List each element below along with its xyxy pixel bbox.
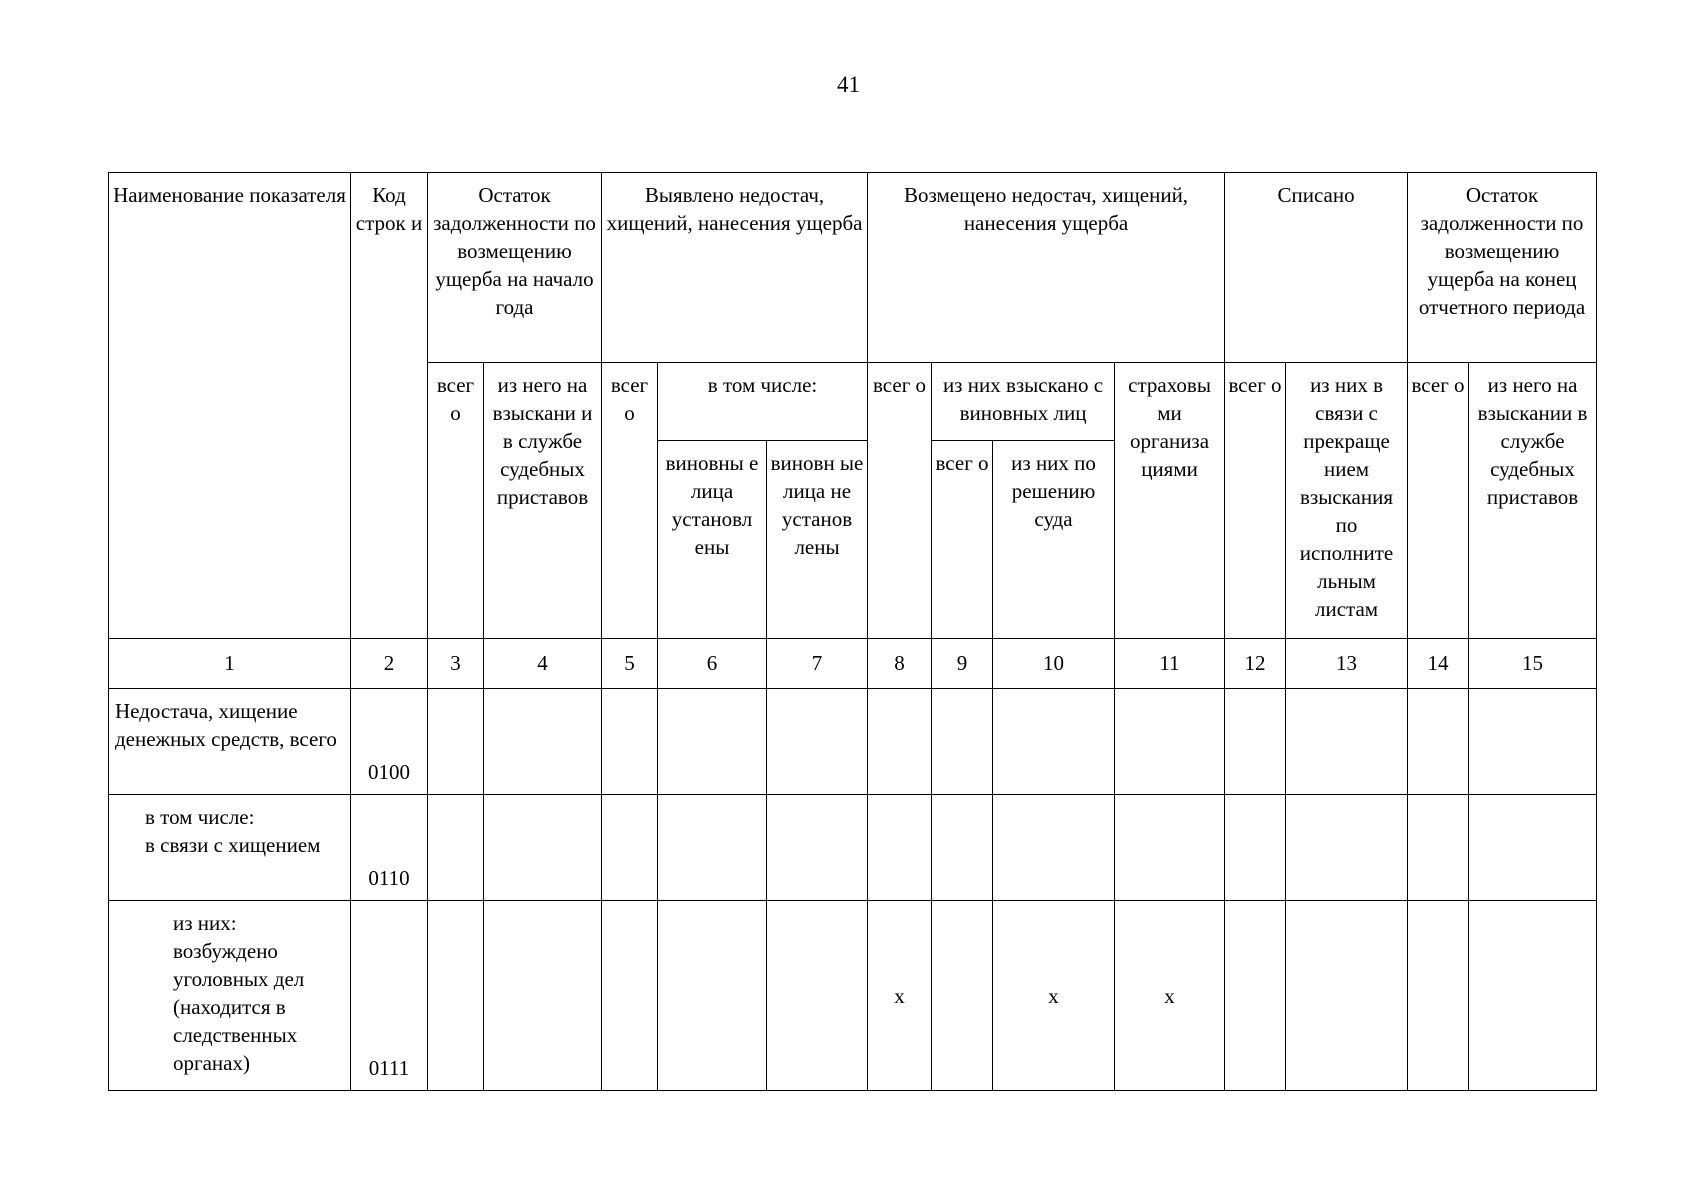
data-cell xyxy=(658,795,767,901)
header-col11-insurers: страховы ми организа циями xyxy=(1115,363,1225,639)
header-col14-total: всег о xyxy=(1408,363,1469,639)
row-code: 0100 xyxy=(351,689,428,795)
row-code: 0110 xyxy=(351,795,428,901)
data-cell xyxy=(1286,795,1408,901)
data-cell xyxy=(1408,689,1469,795)
data-cell xyxy=(1286,689,1408,795)
data-cell xyxy=(1115,795,1225,901)
data-cell xyxy=(932,795,993,901)
column-number: 1 xyxy=(109,639,351,689)
row-name: в связи с хищением xyxy=(145,833,321,857)
header-col4-bailiffs: из него на взыскани и в службе судебных приставов xyxy=(484,363,602,639)
data-cell xyxy=(484,689,602,795)
table-row xyxy=(109,795,1597,901)
data-cell xyxy=(868,795,932,901)
data-cell xyxy=(993,795,1115,901)
row-name-prefix: в том числе: xyxy=(145,805,255,829)
data-cell: x xyxy=(993,901,1115,1091)
header-col7-culprits-unidentified: виновн ые лица не установ лены xyxy=(767,441,868,639)
column-number: 7 xyxy=(767,639,868,689)
header-col13-terminated: из них в связи с прекраще нием взыскания по исполните льным листам xyxy=(1286,363,1408,639)
data-cell: x xyxy=(1115,901,1225,1091)
data-cell xyxy=(484,795,602,901)
data-cell xyxy=(932,901,993,1091)
header-col8-total: всег о xyxy=(868,363,932,639)
data-cell xyxy=(1225,689,1286,795)
header-compensated-shortages: Возмещено недостач, хищений, нанесения ущерба xyxy=(868,173,1225,363)
data-cell xyxy=(602,901,658,1091)
column-number: 4 xyxy=(484,639,602,689)
table-row xyxy=(109,901,1597,1091)
column-number: 8 xyxy=(868,639,932,689)
data-cell xyxy=(428,901,484,1091)
data-cell xyxy=(1408,901,1469,1091)
row-code: 0111 xyxy=(351,901,428,1091)
data-cell xyxy=(767,795,868,901)
header-col9-total: всег о xyxy=(932,441,993,639)
data-cell: x xyxy=(868,901,932,1091)
header-including: в том числе: xyxy=(658,363,868,441)
data-cell xyxy=(767,901,868,1091)
column-number: 13 xyxy=(1286,639,1408,689)
column-number: 3 xyxy=(428,639,484,689)
column-number: 12 xyxy=(1225,639,1286,689)
header-written-off: Списано xyxy=(1225,173,1408,363)
header-row-1 xyxy=(109,173,1597,363)
row-name-cell xyxy=(109,795,351,901)
data-cell xyxy=(484,901,602,1091)
page-number: 41 xyxy=(837,72,860,97)
data-cell xyxy=(1286,901,1408,1091)
header-detected-shortages: Выявлено недостач, хищений, нанесения ущерба xyxy=(602,173,868,363)
data-cell xyxy=(868,689,932,795)
report-table xyxy=(108,172,1597,1091)
row-name-prefix: из них: xyxy=(173,911,237,935)
data-cell xyxy=(932,689,993,795)
column-number: 15 xyxy=(1469,639,1597,689)
column-number: 11 xyxy=(1115,639,1225,689)
data-cell xyxy=(1469,901,1597,1091)
data-cell xyxy=(1469,689,1597,795)
header-col5-total: всег о xyxy=(602,363,658,639)
data-cell xyxy=(602,689,658,795)
data-cell xyxy=(428,795,484,901)
table-row xyxy=(109,689,1597,795)
header-closing-balance: Остаток задолженности по возмещению ущерба на конец отчетного периода xyxy=(1408,173,1597,363)
column-number: 9 xyxy=(932,639,993,689)
data-cell xyxy=(1408,795,1469,901)
column-number: 14 xyxy=(1408,639,1469,689)
row-name: возбуждено уголовных дел (находится в следственных органах) xyxy=(173,939,305,1075)
header-col6-culprits-identified: виновны е лица установл ены xyxy=(658,441,767,639)
column-number: 2 xyxy=(351,639,428,689)
row-name-cell xyxy=(109,901,351,1091)
data-cell xyxy=(1225,901,1286,1091)
data-cell xyxy=(1469,795,1597,901)
data-cell xyxy=(658,689,767,795)
header-col10-court-decision: из них по решению суда xyxy=(993,441,1115,639)
header-indicator-name: Наименование показателя xyxy=(109,173,351,639)
header-recovered-from-culprits: из них взыскано с виновных лиц xyxy=(932,363,1115,441)
column-number: 6 xyxy=(658,639,767,689)
data-cell xyxy=(1225,795,1286,901)
column-number: 5 xyxy=(602,639,658,689)
header-row-code: Код строк и xyxy=(351,173,428,639)
header-opening-balance: Остаток задолженности по возмещению ущерба на начало года xyxy=(428,173,602,363)
row-name: Недостача, хищение денежных средств, всего xyxy=(109,689,351,795)
data-cell xyxy=(658,901,767,1091)
column-numbers-row xyxy=(109,639,1597,689)
data-cell xyxy=(428,689,484,795)
data-cell xyxy=(993,689,1115,795)
column-number: 10 xyxy=(993,639,1115,689)
header-col3-total: всег о xyxy=(428,363,484,639)
data-cell xyxy=(767,689,868,795)
data-cell xyxy=(1115,689,1225,795)
header-col12-total: всег о xyxy=(1225,363,1286,639)
data-cell xyxy=(602,795,658,901)
header-col15-bailiffs: из него на взыскании в службе судебных приставов xyxy=(1469,363,1597,639)
